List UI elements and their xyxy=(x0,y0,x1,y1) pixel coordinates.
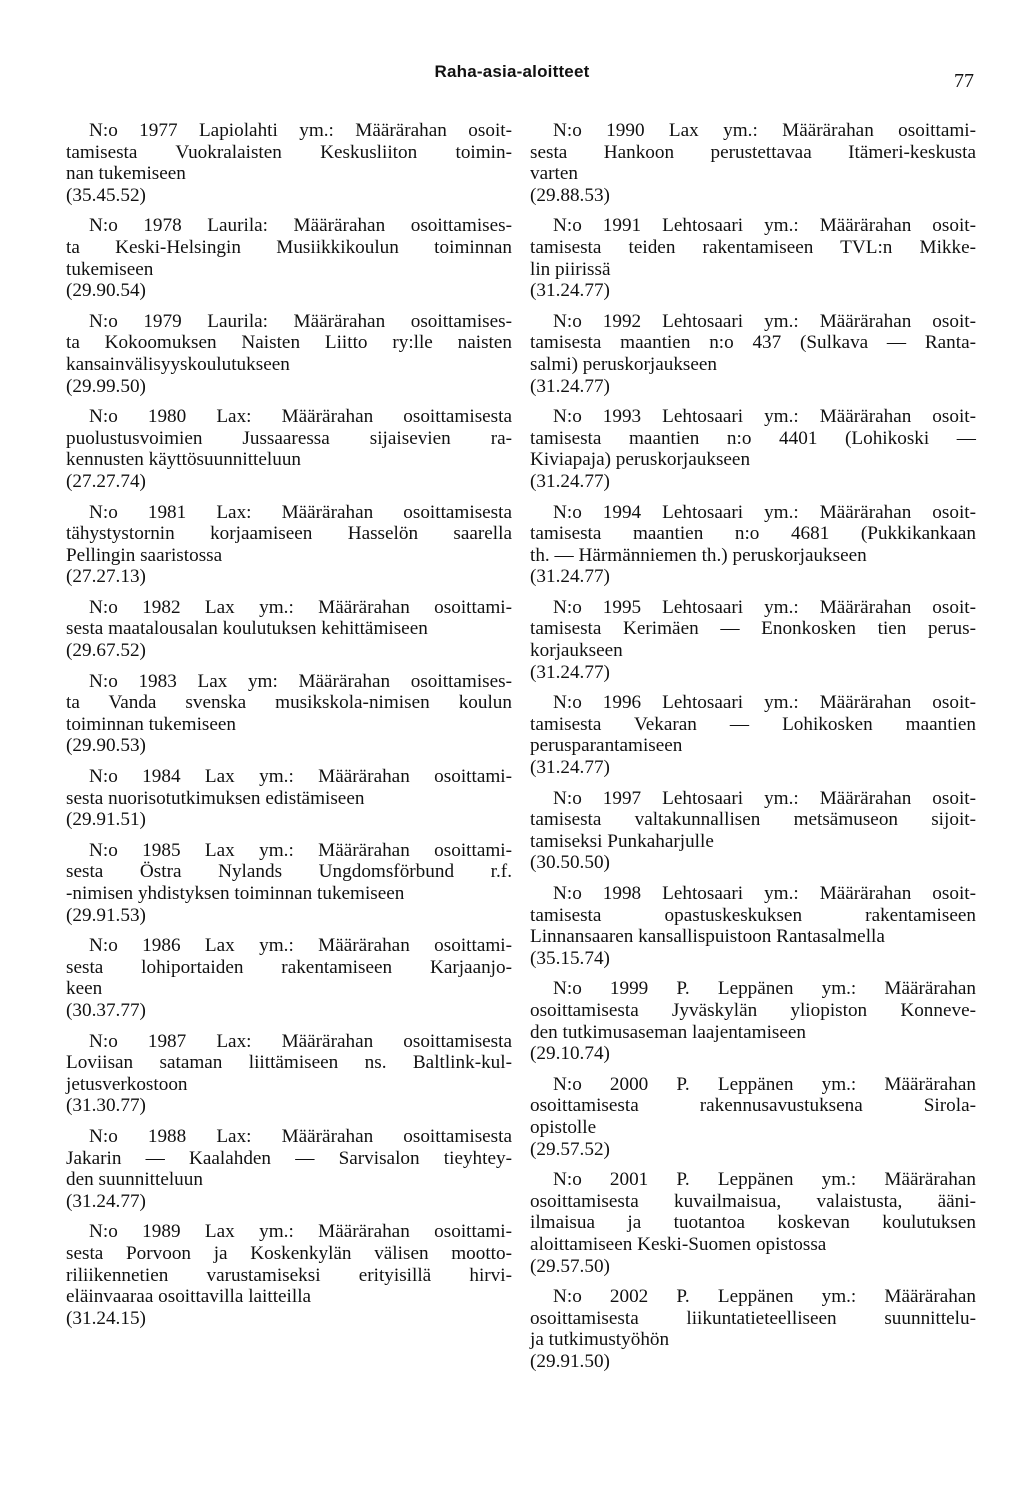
motion-entry xyxy=(66,766,512,831)
motion-budget-code: (31.24.77) xyxy=(530,757,610,779)
motion-budget-code: (31.24.77) xyxy=(530,375,610,397)
motion-budget-code: (35.45.52) xyxy=(66,184,146,206)
motion-budget-code: (29.99.50) xyxy=(66,375,146,397)
motion-text-line: tamisesta Vekaran — Lohikosken maantien xyxy=(530,713,976,735)
motion-budget-code: (29.10.74) xyxy=(530,1043,610,1065)
motion-text-line: ta Vanda svenska musikskola-nimisen koulun xyxy=(66,692,512,714)
motion-budget-code: (27.27.13) xyxy=(66,566,146,588)
motion-text-line: tamisesta Kerimäen — Enonkosken tien perus- xyxy=(530,618,976,640)
motion-text-line: N:o 1994 Lehtosaari ym.: Määrärahan osoit- xyxy=(553,501,976,523)
motion-text-line: den suunnitteluun xyxy=(66,1169,203,1191)
motion-text-line: N:o 1993 Lehtosaari ym.: Määrärahan osoit- xyxy=(553,406,976,428)
motion-text-line: tamiseksi Punkaharjulle xyxy=(530,830,714,852)
motion-text-line: N:o 1987 Lax: Määrärahan osoittamisesta xyxy=(89,1030,512,1052)
motion-text-line: N:o 1978 Laurila: Määrärahan osoittamises- xyxy=(89,215,512,237)
right-column xyxy=(530,120,976,1381)
motion-text-line: N:o 1980 Lax: Määrärahan osoittamisesta xyxy=(89,406,512,428)
motion-text-line: ta Kokoomuksen Naisten Liitto ry:lle naisten xyxy=(66,332,512,354)
motion-text-line: N:o 1999 P. Leppänen ym.: Määrärahan xyxy=(553,978,976,1000)
motion-text-line: N:o 1992 Lehtosaari ym.: Määrärahan osoit- xyxy=(553,310,976,332)
motion-text-line: N:o 1986 Lax ym.: Määrärahan osoittami- xyxy=(89,935,512,957)
motion-text-line: N:o 1995 Lehtosaari ym.: Määrärahan osoit- xyxy=(553,596,976,618)
motion-text-line: tamisesta teiden rakentamiseen TVL:n Mikke- xyxy=(530,236,976,258)
motion-entry xyxy=(66,120,512,206)
motion-text-line: tamisesta maantien n:o 4681 (Pukkikankaan xyxy=(530,523,976,545)
motion-budget-code: (29.90.53) xyxy=(66,735,146,757)
motion-entry xyxy=(530,1074,976,1160)
motion-text-line: N:o 1984 Lax ym.: Määrärahan osoittami- xyxy=(89,766,512,788)
motion-text-line: kennusten käyttösuunnitteluun xyxy=(66,449,302,471)
motion-text-line: kansainvälisyyskoulutukseen xyxy=(66,353,290,375)
motion-budget-code: (35.15.74) xyxy=(530,947,610,969)
motion-text-line: tähystystornin korjaamiseen Hasselön saarella xyxy=(66,523,512,545)
motion-text-line: N:o 1988 Lax: Määrärahan osoittamisesta xyxy=(89,1125,512,1147)
motion-text-line: eläinvaaraa osoittavilla laitteilla xyxy=(66,1286,312,1308)
motion-budget-code: (29.91.51) xyxy=(66,809,146,831)
motion-text-line: aloittamiseen Keski-Suomen opistossa xyxy=(530,1233,827,1255)
motion-text-line: osoittamisesta Jyväskylän yliopiston Konneve- xyxy=(530,999,976,1021)
motion-text-line: sesta Östra Nylands Ungdomsförbund r.f. xyxy=(66,861,512,883)
motion-text-line: N:o 1982 Lax ym.: Määrärahan osoittami- xyxy=(89,596,512,618)
motion-budget-code: (29.91.50) xyxy=(530,1350,610,1372)
motion-text-line: Linnansaaren kansallispuistoon Rantasalmella xyxy=(530,926,885,948)
motion-text-line: N:o 1996 Lehtosaari ym.: Määrärahan osoit- xyxy=(553,692,976,714)
motion-text-line: toiminnan tukemiseen xyxy=(66,713,236,735)
motion-text-line: N:o 1981 Lax: Määrärahan osoittamisesta xyxy=(89,501,512,523)
motion-text-line: ilmaisua ja tuotantoa koskevan koulutuksen xyxy=(530,1212,976,1234)
motion-text-line: osoittamisesta rakennusavustuksena Sirola- xyxy=(530,1095,976,1117)
motion-entry xyxy=(66,1126,512,1212)
motion-entry xyxy=(66,597,512,662)
motion-budget-code: (31.24.77) xyxy=(530,661,610,683)
motion-entry xyxy=(66,502,512,588)
motion-entry xyxy=(530,692,976,778)
motion-text-line: N:o 2000 P. Leppänen ym.: Määrärahan xyxy=(553,1073,976,1095)
motion-entry xyxy=(66,1221,512,1329)
motion-text-line: tamisesta opastuskeskuksen rakentamiseen xyxy=(530,904,976,926)
motion-text-line: sesta Porvoon ja Koskenkylän välisen mootto- xyxy=(66,1242,512,1264)
motion-text-line: keen xyxy=(66,978,103,1000)
motion-text-line: Pellingin saaristossa xyxy=(66,544,223,566)
motion-text-line: den tutkimusaseman laajentamiseen xyxy=(530,1021,806,1043)
motion-budget-code: (30.50.50) xyxy=(530,852,610,874)
motion-entry xyxy=(66,1031,512,1117)
motion-text-line: -nimisen yhdistyksen toiminnan tukemiseen xyxy=(66,883,405,904)
motion-budget-code: (29.67.52) xyxy=(66,640,146,662)
motion-text-line: N:o 1977 Lapiolahti ym.: Määrärahan osoit- xyxy=(89,120,512,141)
motion-text-line: N:o 2002 P. Leppänen ym.: Määrärahan xyxy=(553,1286,976,1308)
motion-text-line: osoittamisesta liikuntatieteelliseen suunnittelu- xyxy=(530,1307,976,1329)
left-column xyxy=(66,120,512,1338)
motion-text-line: varten xyxy=(530,163,578,185)
motion-entry xyxy=(66,406,512,492)
motion-text-line: nan tukemiseen xyxy=(66,163,186,185)
motion-budget-code: (29.90.54) xyxy=(66,280,146,302)
motion-text-line: riliikennetien varustamiseksi erityisillä hirvi- xyxy=(66,1264,512,1286)
motion-text-line: Loviisan sataman liittämiseen ns. Baltlink-kul- xyxy=(66,1052,512,1074)
motion-text-line: sesta Hankoon perustettavaa Itämeri-keskusta xyxy=(530,141,976,163)
motion-entry xyxy=(530,502,976,588)
motion-text-line: opistolle xyxy=(530,1116,597,1138)
motion-text-line: N:o 1989 Lax ym.: Määrärahan osoittami- xyxy=(89,1221,512,1243)
motion-text-line: tamisesta maantien n:o 437 (Sulkava — Ranta- xyxy=(530,332,976,354)
motion-budget-code: (31.24.77) xyxy=(66,1190,146,1212)
motion-entry xyxy=(530,1286,976,1372)
motion-text-line: tamisesta valtakunnallisen metsämuseon sijoit- xyxy=(530,809,976,831)
motion-text-line: perusparantamiseen xyxy=(530,735,683,757)
page-number: 77 xyxy=(954,70,974,92)
running-head: Raha-asia-aloitteet xyxy=(434,62,590,81)
motion-entry xyxy=(530,978,976,1064)
motion-entry xyxy=(530,788,976,874)
motion-text-line: osoittamisesta kuvailmaisua, valaistusta, ääni- xyxy=(530,1190,976,1212)
motion-budget-code: (31.24.77) xyxy=(530,470,610,492)
motion-text-line: jetusverkostoon xyxy=(66,1073,188,1095)
motion-text-line: N:o 1979 Laurila: Määrärahan osoittamises- xyxy=(89,310,512,332)
motion-entry xyxy=(530,406,976,492)
motion-entry xyxy=(66,840,512,926)
motion-text-line: lin piirissä xyxy=(530,258,611,280)
motion-text-line: ja tutkimustyöhön xyxy=(530,1329,670,1351)
motion-budget-code: (31.24.77) xyxy=(530,566,610,588)
motion-entry xyxy=(530,120,976,206)
motion-entry xyxy=(530,1169,976,1277)
motion-budget-code: (29.57.50) xyxy=(530,1255,610,1277)
motion-text-line: sesta lohiportaiden rakentamiseen Karjaanjo- xyxy=(66,956,512,978)
motion-text-line: N:o 1998 Lehtosaari ym.: Määrärahan osoit- xyxy=(553,883,976,904)
motion-budget-code: (30.37.77) xyxy=(66,999,146,1021)
motion-text-line: Kiviapaja) peruskorjaukseen xyxy=(530,449,751,471)
motion-budget-code: (31.24.15) xyxy=(66,1307,146,1329)
motion-budget-code: (31.30.77) xyxy=(66,1095,146,1117)
motion-entry xyxy=(66,311,512,397)
motion-budget-code: (29.88.53) xyxy=(530,184,610,206)
motion-text-line: tukemiseen xyxy=(66,258,154,280)
motion-text-line: N:o 1990 Lax ym.: Määrärahan osoittami- xyxy=(553,120,976,141)
motion-entry xyxy=(530,883,976,969)
motion-budget-code: (27.27.74) xyxy=(66,470,146,492)
motion-text-line: salmi) peruskorjaukseen xyxy=(530,353,718,375)
motion-budget-code: (29.91.53) xyxy=(66,904,146,926)
motion-entry xyxy=(66,935,512,1021)
motion-text-line: tamisesta Vuokralaisten Keskusliiton toimin- xyxy=(66,141,512,163)
motion-text-line: puolustusvoimien Jussaaressa sijaisevien ra- xyxy=(66,427,512,449)
motion-text-line: ta Keski-Helsingin Musiikkikoulun toiminnan xyxy=(66,236,512,258)
motion-budget-code: (29.57.52) xyxy=(530,1138,610,1160)
motion-text-line: tamisesta maantien n:o 4401 (Lohikoski — xyxy=(530,427,976,449)
motion-entry xyxy=(530,311,976,397)
motion-text-line: N:o 1985 Lax ym.: Määrärahan osoittami- xyxy=(89,839,512,861)
motion-text-line: sesta nuorisotutkimuksen edistämiseen xyxy=(66,787,365,809)
motion-text-line: N:o 1991 Lehtosaari ym.: Määrärahan osoit- xyxy=(553,215,976,237)
motion-entry xyxy=(66,215,512,301)
motion-text-line: korjaukseen xyxy=(530,640,623,662)
motion-budget-code: (31.24.77) xyxy=(530,280,610,302)
motion-entry xyxy=(530,215,976,301)
motion-entry xyxy=(530,597,976,683)
motion-text-line: N:o 2001 P. Leppänen ym.: Määrärahan xyxy=(553,1169,976,1191)
motion-text-line: sesta maatalousalan koulutuksen kehittämiseen xyxy=(66,618,428,640)
motion-text-line: N:o 1997 Lehtosaari ym.: Määrärahan osoit- xyxy=(553,787,976,809)
motion-text-line: Jakarin — Kaalahden — Sarvisalon tieyhtey- xyxy=(66,1147,512,1169)
motion-entry xyxy=(66,671,512,757)
motion-text-line: th. — Härmänniemen th.) peruskorjaukseen xyxy=(530,544,867,566)
motion-text-line: N:o 1983 Lax ym: Määrärahan osoittamises- xyxy=(89,670,512,692)
